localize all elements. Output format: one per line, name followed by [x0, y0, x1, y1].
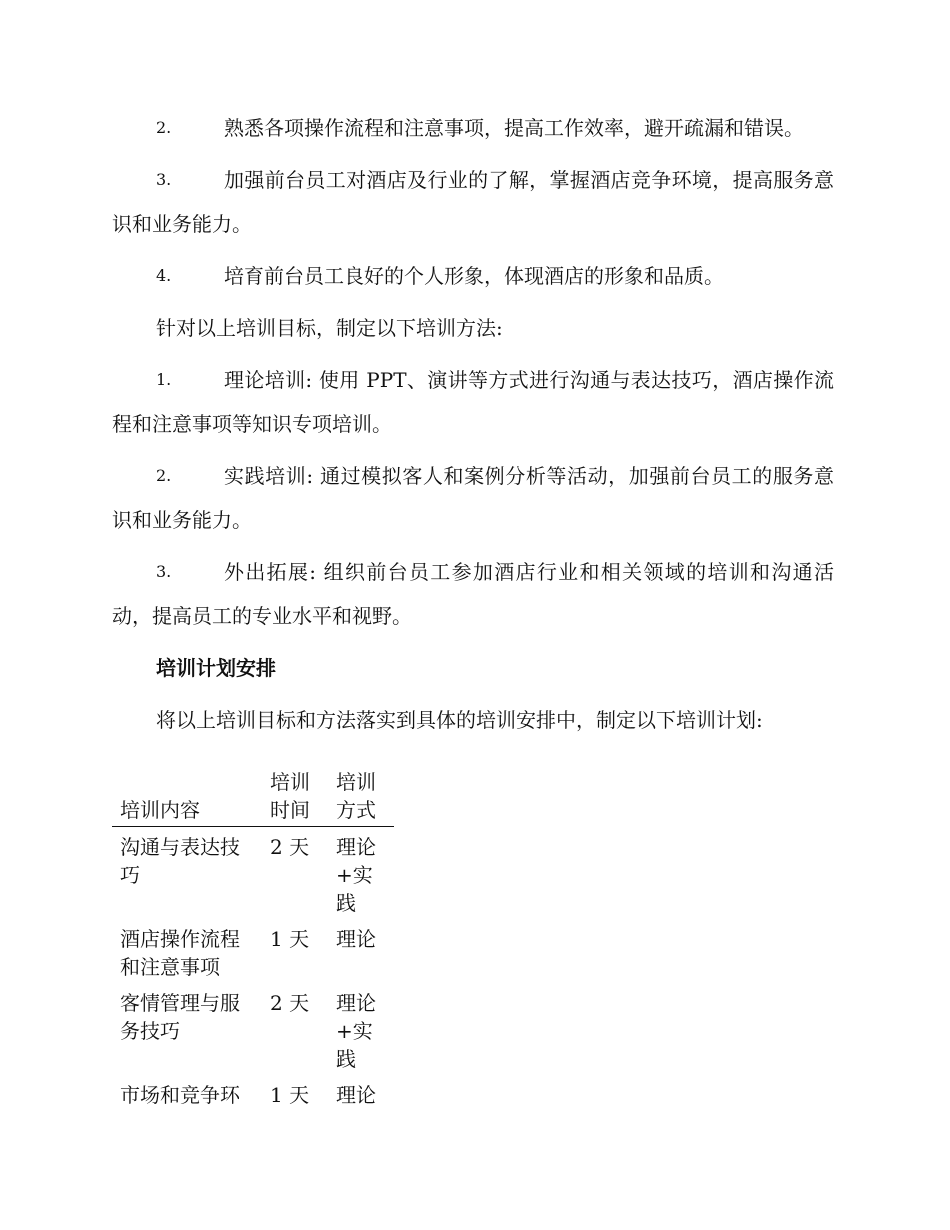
cell-time: 2 天 [270, 991, 310, 1015]
document-page [112, 106, 834, 1111]
plan-intro: 将以上培训目标和方法落实到具体的培训安排中，制定以下培训计划: [156, 708, 763, 732]
cell-time: 1 天 [270, 1083, 310, 1107]
table-row [112, 983, 394, 1075]
cell-method: 理论+实践 [336, 991, 376, 1071]
goal-item-2 [112, 106, 834, 150]
cell-method: 理论+实践 [336, 835, 376, 915]
header-content: 培训内容 [112, 768, 262, 827]
cell-content: 沟通与表达技巧 [120, 835, 240, 887]
list-number: 1. [156, 370, 172, 389]
cell-time: 1 天 [270, 927, 310, 951]
list-number: 3. [156, 562, 172, 581]
list-number: 2. [156, 118, 172, 137]
cell-content: 酒店操作流程和注意事项 [120, 927, 240, 979]
goal-item-4 [112, 254, 834, 298]
cell-content: 客情管理与服务技巧 [120, 991, 240, 1043]
method-text: 实践培训: 通过模拟客人和案例分析等活动，加强前台员工的服务意识和业务能力。 [112, 464, 834, 532]
goal-text: 加强前台员工对酒店及行业的了解，掌握酒店竞争环境，提高服务意识和业务能力。 [112, 168, 834, 236]
table-header-row [112, 768, 394, 827]
header-time: 培训时间 [262, 768, 328, 827]
goal-item-3 [112, 158, 834, 246]
list-number: 3. [156, 170, 172, 189]
method-text: 理论培训: 使用 PPT、演讲等方式进行沟通与表达技巧，酒店操作流程和注意事项等知识专项培训。 [112, 368, 834, 436]
method-text: 外出拓展: 组织前台员工参加酒店行业和相关领域的培训和沟通活动，提高员工的专业水平和视野。 [112, 560, 834, 628]
section-heading: 培训计划安排 [156, 656, 276, 680]
cell-method: 理论 [336, 1083, 376, 1107]
goal-text: 熟悉各项操作流程和注意事项，提高工作效率，避开疏漏和错误。 [224, 116, 804, 140]
header-method: 培训方式 [328, 768, 394, 827]
methods-intro: 针对以上培训目标，制定以下培训方法: [156, 316, 503, 340]
method-item-3 [112, 550, 834, 638]
list-number: 2. [156, 466, 172, 485]
training-plan-table [112, 768, 394, 1111]
method-item-2 [112, 454, 834, 542]
cell-time: 2 天 [270, 835, 310, 859]
method-item-1 [112, 358, 834, 446]
table-row [112, 919, 394, 983]
cell-content: 市场和竞争环 [120, 1083, 240, 1107]
list-number: 4. [156, 266, 172, 285]
table-row [112, 827, 394, 920]
table-row [112, 1075, 394, 1111]
cell-method: 理论 [336, 927, 376, 951]
goal-text: 培育前台员工良好的个人形象，体现酒店的形象和品质。 [224, 264, 724, 288]
